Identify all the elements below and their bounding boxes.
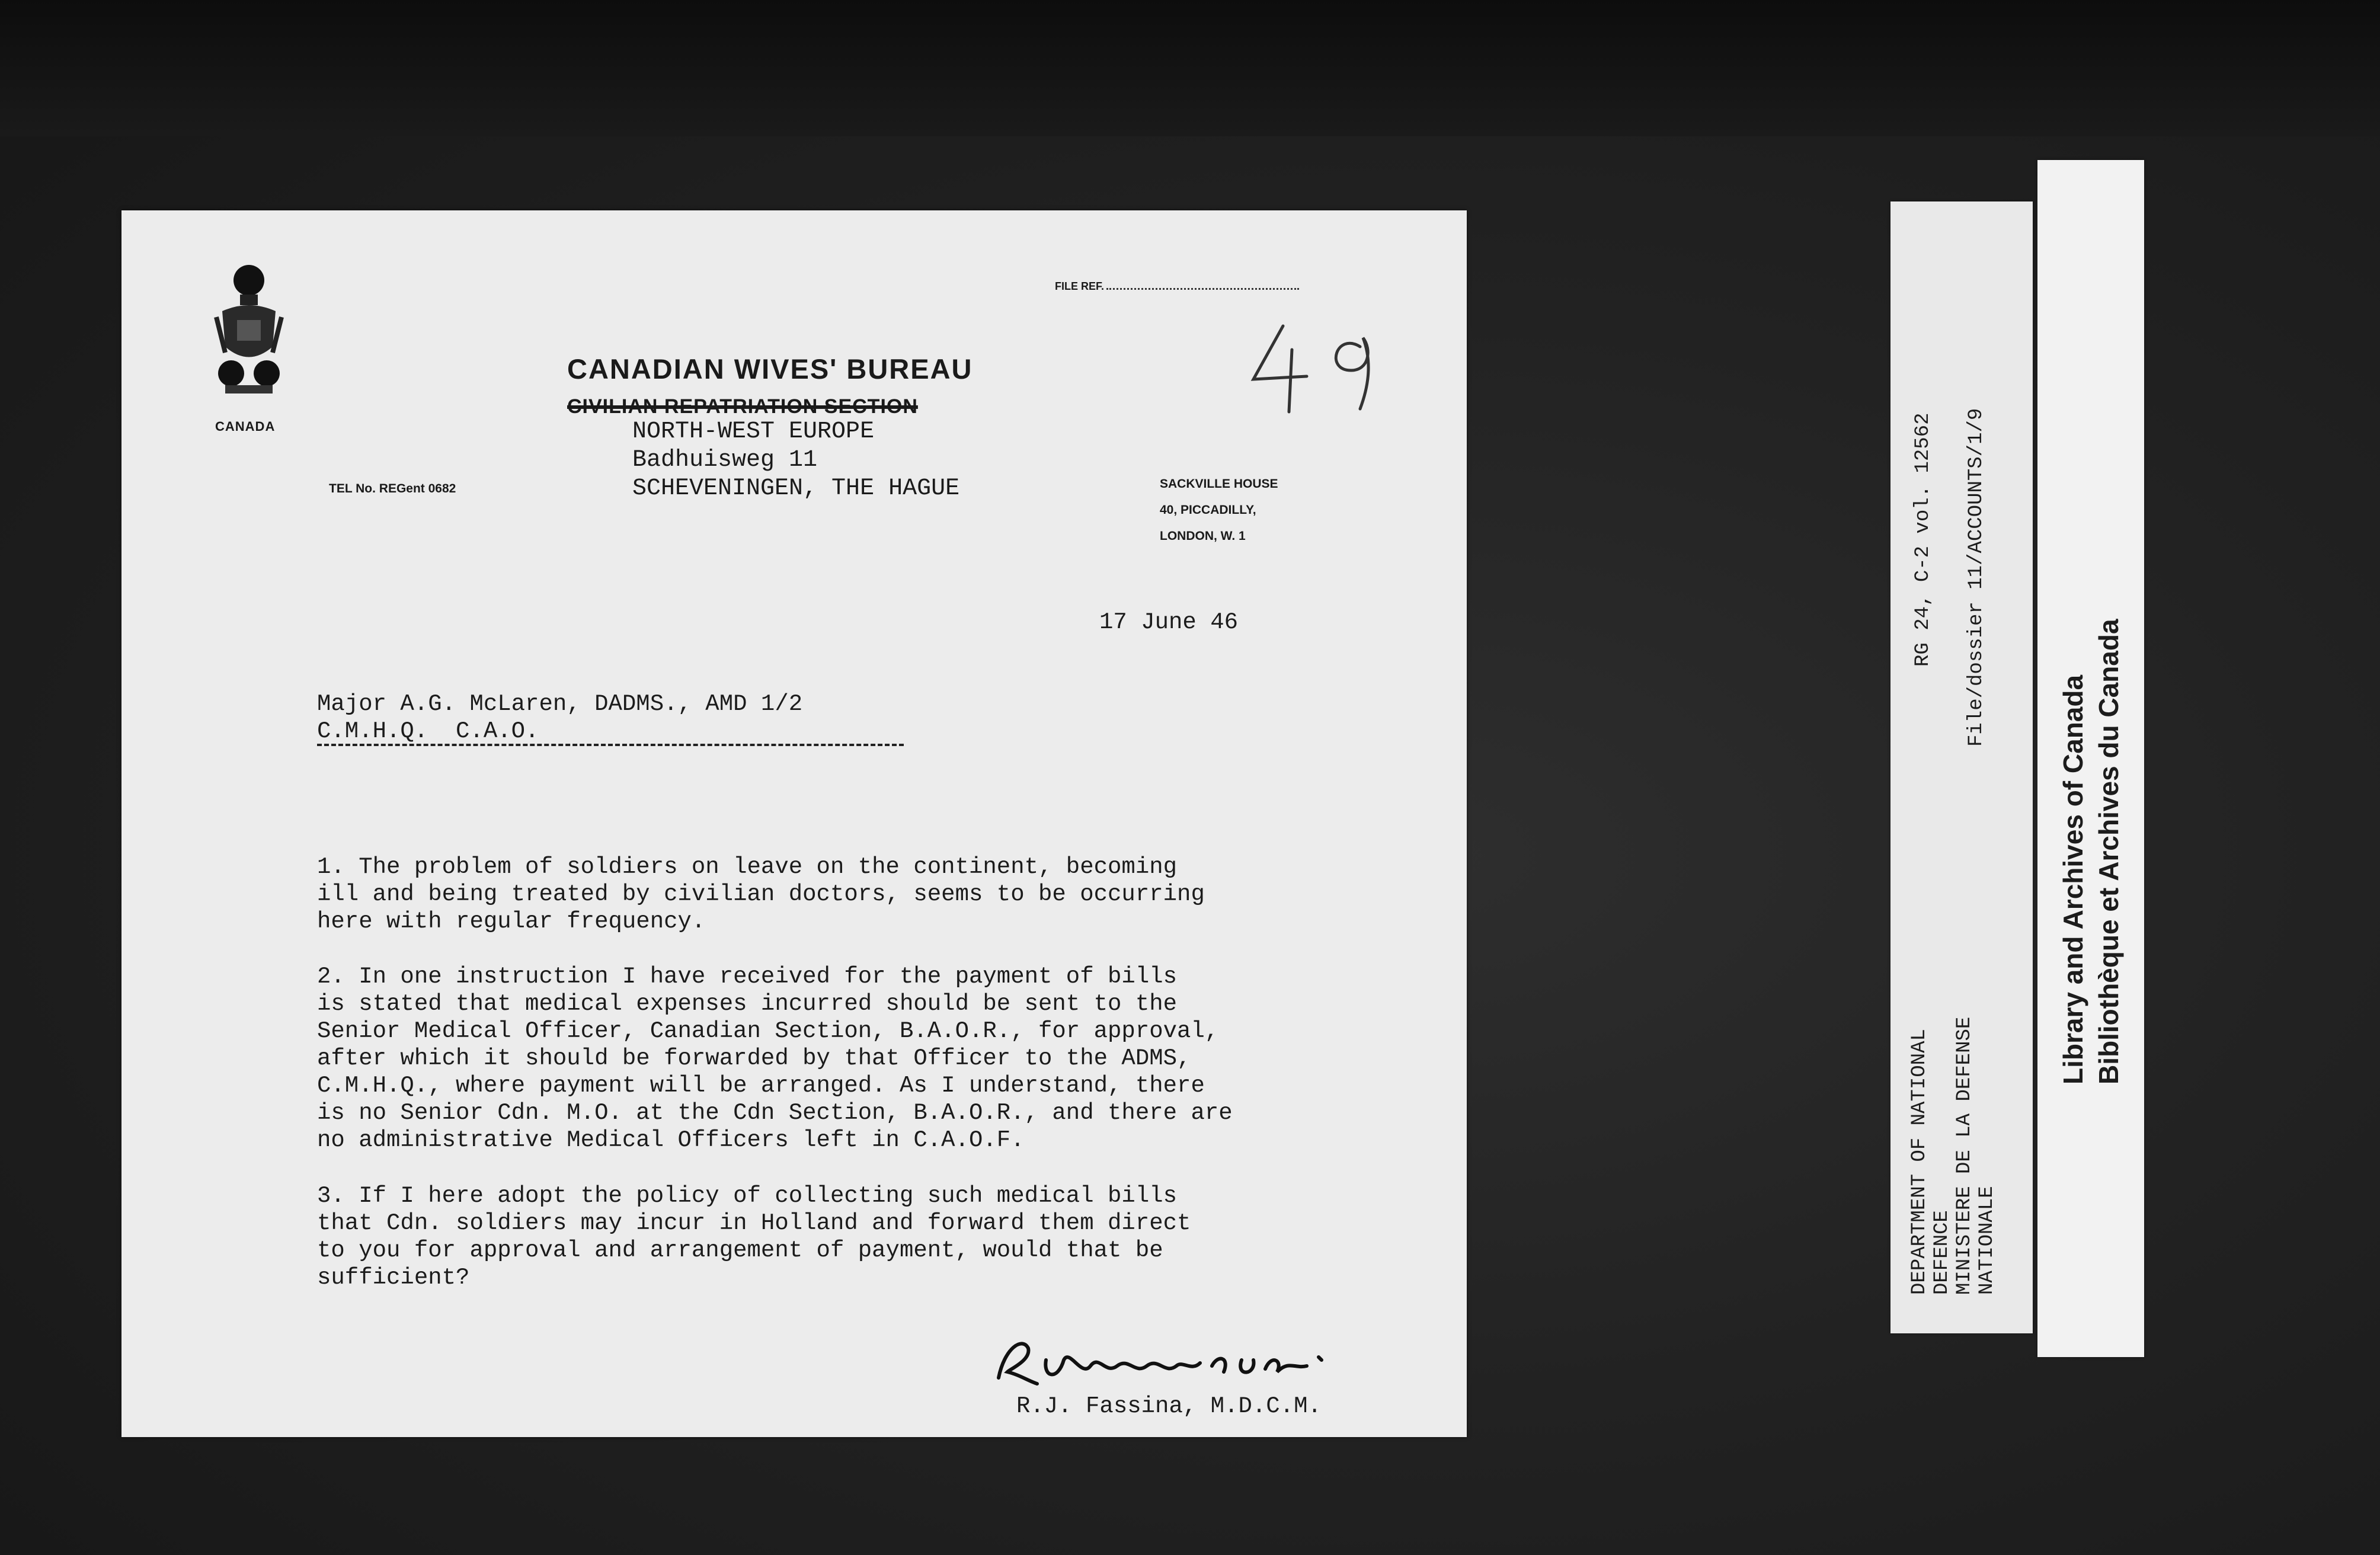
canada-label: CANADA xyxy=(215,419,276,434)
dashed-separator xyxy=(317,744,904,746)
library-archives-canada-label: Library and Archives of Canada Bibliothèque et Archives du Canada xyxy=(2058,619,2124,1084)
canada-coat-of-arms-icon xyxy=(204,264,293,400)
scanner-background xyxy=(0,0,2380,136)
london-address-line1: SACKVILLE HOUSE xyxy=(1160,477,1278,491)
struck-section-name: CIVILIAN REPATRIATION SECTION xyxy=(567,395,918,418)
department-name: DEPARTMENT OF NATIONAL DEFENCE MINISTERE DE LA DEFENSE NATIONALE xyxy=(1908,1016,1998,1295)
typed-hague-address: NORTH-WEST EUROPE Badhuisweg 11 SCHEVENINGEN, THE HAGUE xyxy=(632,418,960,502)
file-ref-blank-line xyxy=(1106,288,1299,290)
handwritten-signature xyxy=(987,1324,1342,1396)
rg-volume-reference: RG 24, C-2 vol. 12562 xyxy=(1912,412,1934,667)
lac-label-strip xyxy=(2037,160,2144,1357)
signatory-name: R.J. Fassina, M.D.C.M. xyxy=(1016,1393,1322,1419)
handwritten-folio-number xyxy=(1242,314,1396,415)
paragraph-2: 2. In one instruction I have received for the payment of bills is stated that medical expenses incurred should be sent to the Senior Medical Officer, Canadian Section, B.A.O.R., for approval, after which it should be forwarded by that Officer to the ADMS, C.M.H.Q., where payment will be arranged. As I understand, there is no Senior Cdn. M.O. at the Cdn Section, B.A.O.R., and there are no administrative Medical Officers left in C.A.O.F. xyxy=(317,964,1233,1153)
letter-date: 17 June 46 xyxy=(1099,609,1239,635)
paragraph-3: 3. If I here adopt the policy of collecting such medical bills that Cdn. soldiers may incur in Holland and forward them direct to you for approval and arrangement of payment, would that be sufficient? xyxy=(317,1183,1191,1291)
telephone-number: TEL No. REGent 0682 xyxy=(329,482,456,495)
letter-sheet xyxy=(121,210,1467,1437)
file-ref-field xyxy=(1055,280,1316,293)
paragraph-1: 1. The problem of soldiers on leave on the continent, becoming ill and being treated by civilian doctors, seems to be occurring here with regular frequency. xyxy=(317,854,1205,935)
bureau-title: CANADIAN WIVES' BUREAU xyxy=(567,353,973,385)
addressee: Major A.G. McLaren, DADMS., AMD 1/2 C.M.H.Q. C.A.O. xyxy=(317,691,803,744)
london-address-line3: LONDON, W. 1 xyxy=(1160,529,1246,543)
london-address-line2: 40, PICCADILLY, xyxy=(1160,503,1256,517)
archive-reference-strip xyxy=(1890,201,2033,1333)
file-dossier-reference: File/dossier 11/ACCOUNTS/1/9 xyxy=(1965,408,1988,747)
file-ref-label: FILE REF. xyxy=(1055,280,1105,292)
london-address-block xyxy=(1160,471,1278,549)
